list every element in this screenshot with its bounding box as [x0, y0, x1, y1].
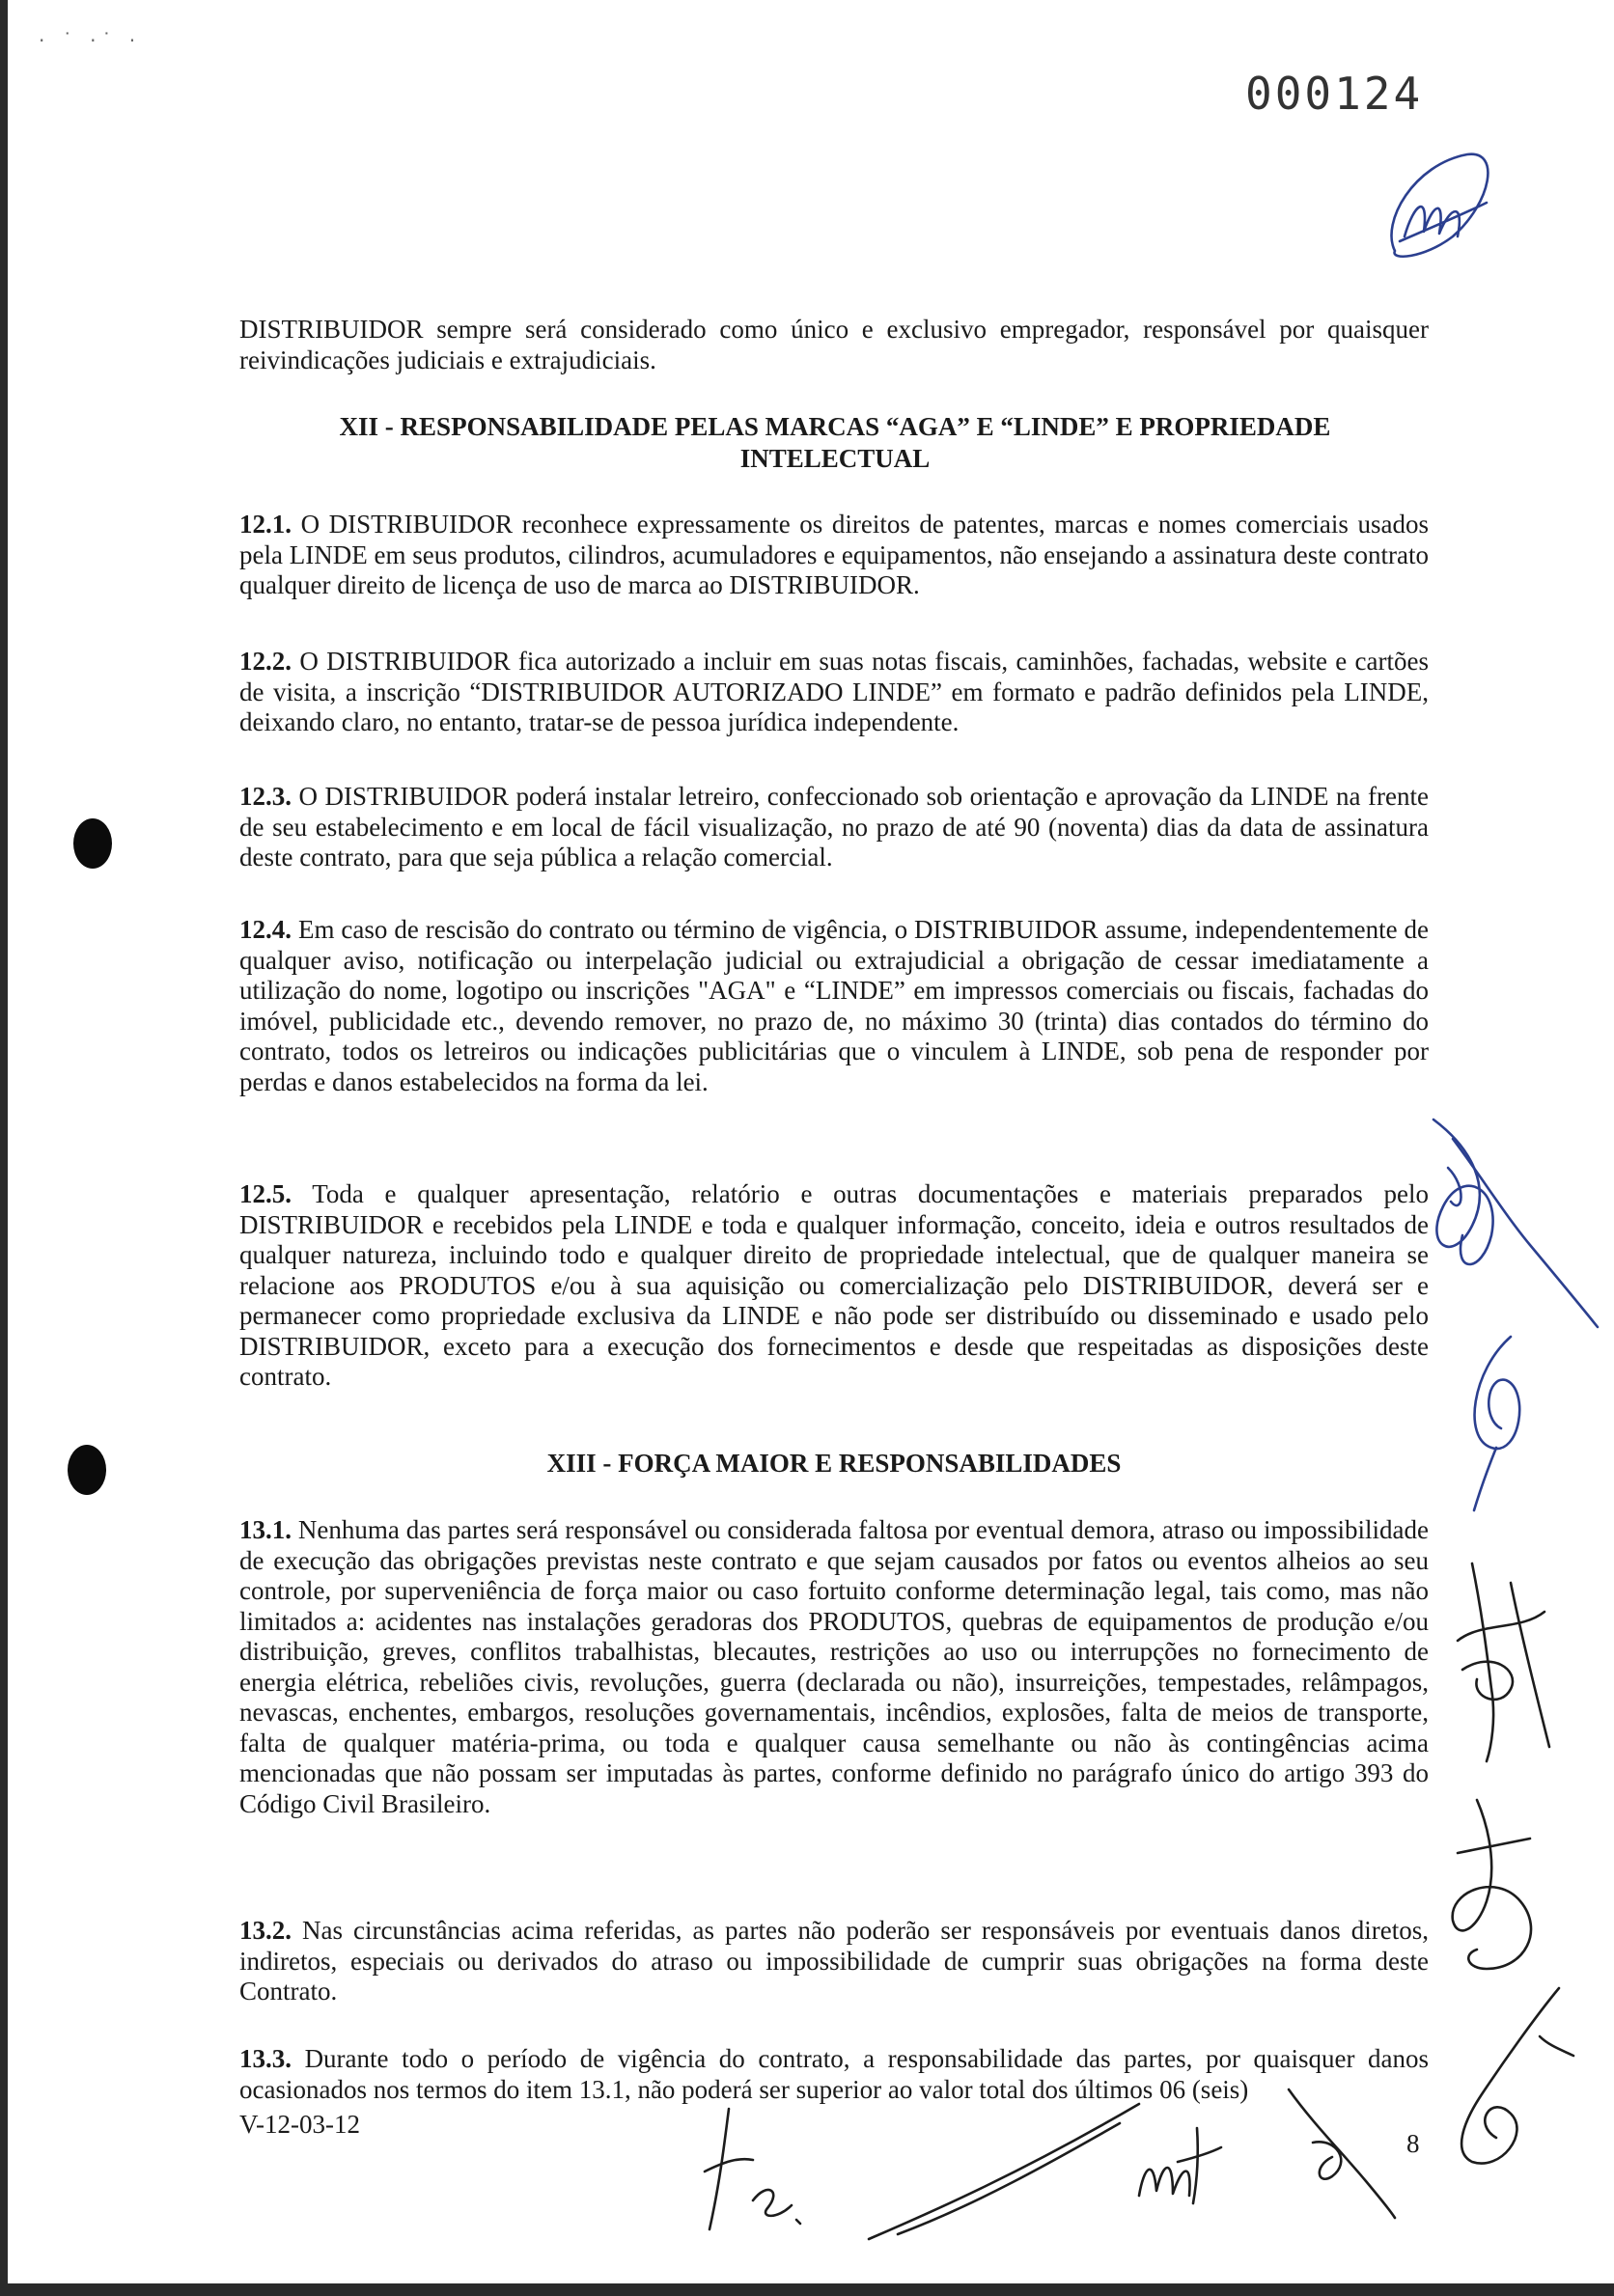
punch-hole-lower	[68, 1445, 106, 1495]
clause-number: 13.3.	[239, 2044, 292, 2073]
punch-hole-upper	[73, 818, 112, 869]
signature-bottom-4	[1284, 2085, 1400, 2220]
initials-signature-top	[1376, 145, 1501, 270]
clause-text: Durante todo o período de vigência do contrato, a responsabilidade das partes, por quaisquer danos ocasionados nos termos do item 13.1, não poderá ser superior ao valor total dos últimos 06 (seis)	[239, 2044, 1429, 2104]
clause-text: O DISTRIBUIDOR reconhece expressamente os direitos de patentes, marcas e nomes comerciais usados pela LINDE em seus produtos, cilindros, acumuladores e equipamentos, não ensejando a assinatura deste contrato qualquer direito de licença de uso de marca ao DISTRIBUIDOR.	[239, 510, 1429, 599]
signature-bottom-1	[700, 2104, 806, 2239]
clause-number: 12.5.	[239, 1179, 292, 1208]
clause-text: Em caso de rescisão do contrato ou término de vigência, o DISTRIBUIDOR assume, independentemente de qualquer aviso, notificação ou interpelação judicial ou extrajudicial a obrigação de cessar imediatamente a utilização do nome, logotipo ou inscrições "AGA" e “LINDE” em impressos comerciais ou fiscais, fachadas do imóvel, publicidade etc., devendo remover, no prazo de, no máximo 30 (trinta) dias contados do término do contrato, todos os letreiros ou indicações publicitárias que o vinculem à LINDE, sob pena de responder por perdas e danos estabelecidos na forma da lei.	[239, 915, 1430, 1096]
clause-13-3	[239, 2044, 1429, 2105]
initials-signature-margin-4	[1438, 1795, 1554, 1978]
clause-text: O DISTRIBUIDOR fica autorizado a incluir em suas notas fiscais, caminhões, fachadas, website e cartões de visita, a inscrição “DISTRIBUIDOR AUTORIZADO LINDE” em formato e padrão definidos pela LINDE, deixando claro, no entanto, tratar-se de pessoa jurídica independente.	[239, 647, 1429, 736]
clause-number: 13.1.	[239, 1515, 292, 1544]
signature-bottom-2	[859, 2094, 1149, 2249]
clause-number: 12.1.	[239, 510, 292, 539]
section-xiii-heading: XIII - FORÇA MAIOR E RESPONSABILIDADES	[546, 1449, 1122, 1478]
clause-text: O DISTRIBUIDOR poderá instalar letreiro, confeccionado sob orientação e aprovação da LINDE na frente de seu estabelecimento e em local de fácil visualização, no prazo de até 90 (noventa) dias da data de assinatura deste contrato, para que seja pública a relação comercial.	[239, 782, 1429, 871]
scan-edge-left	[0, 0, 8, 2296]
footer-version: V-12-03-12	[239, 2110, 360, 2139]
clause-number: 12.3.	[239, 782, 292, 811]
clause-12-2	[239, 647, 1429, 738]
scan-specks: · ˙ ·˙ ·	[39, 29, 142, 52]
signature-bottom-3	[1129, 2118, 1226, 2205]
clause-12-1	[239, 510, 1429, 601]
clause-13-1	[239, 1515, 1429, 1819]
clause-13-2	[239, 1916, 1429, 2007]
document-stamp-number: 000124	[1245, 68, 1424, 120]
clause-12-3	[239, 782, 1429, 873]
section-xii-heading: XII - RESPONSABILIDADE PELAS MARCAS “AGA” E “LINDE” E PROPRIEDADE INTELECTUAL	[339, 412, 1331, 473]
clause-text: Toda e qualquer apresentação, relatório e outras documentações e materiais preparados pelo DISTRIBUIDOR e recebidos pela LINDE e toda e qualquer informação, conceito, ideia e outros resultados de qualquer natureza, incluindo todo e qualquer direito de propriedade intelectual, que de qualquer maneira se relacione aos PRODUTOS e/ou à sua aquisição ou comercialização pelo DISTRIBUIDOR, deverá ser e permanecer como propriedade exclusiva da LINDE e não pode ser distribuído ou disseminado e usado pelo DISTRIBUIDOR, exceto para a execução dos fornecimentos e desde que respeitadas as disposições deste contrato.	[239, 1179, 1429, 1391]
clause-number: 12.2.	[239, 647, 292, 676]
scan-edge-bottom	[0, 2283, 1614, 2296]
clause-text: Nenhuma das partes será responsável ou considerada faltosa por eventual demora, atraso ou impossibilidade de execução das obrigações previstas neste contrato e que sejam causados por fatos ou eventos alheios ao seu controle, por superveniência de força maior ou caso fortuito conforme determinação legal, tais como, mas não limitados a: acidentes nas instalações geradoras dos PRODUTOS, quebras de equipamentos de produção e/ou distribuição, greves, conflitos trabalhistas, blecautes, restrições ao uso ou interrupções no fornecimento de energia elétrica, rebeliões civis, revoluções, guerra (declarada ou não), insurreições, tempestades, relâmpagos, nevascas, enchentes, embargos, resoluções governamentais, incêndios, explosões, falta de meios de transporte, falta de qualquer matéria-prima, ou toda e qualquer causa semelhante ou não às contingências acima mencionadas que não possam ser imputadas às partes, conforme definido no parágrafo único do artigo 393 do Código Civil Brasileiro.	[239, 1515, 1430, 1818]
clause-text: Nas circunstâncias acima referidas, as partes não poderão ser responsáveis por eventuais danos diretos, indiretos, especiais ou derivados do atraso ou impossibilidade de cumprir suas obrigações na forma deste Contrato.	[239, 1916, 1430, 2006]
clause-12-5	[239, 1179, 1429, 1393]
initials-signature-margin-5	[1443, 1978, 1588, 2172]
clause-number: 13.2.	[239, 1916, 292, 1945]
footer-page-number: 8	[1406, 2129, 1420, 2158]
initials-signature-margin-1	[1414, 1110, 1607, 1332]
clause-12-4	[239, 915, 1429, 1097]
clause-number: 12.4.	[239, 915, 292, 944]
initials-signature-margin-2	[1453, 1332, 1549, 1515]
initials-signature-margin-3	[1453, 1554, 1559, 1766]
opening-paragraph: DISTRIBUIDOR sempre será considerado como único e exclusivo empregador, responsável por quaisquer reivindicações judiciais e extrajudiciais.	[239, 315, 1429, 374]
